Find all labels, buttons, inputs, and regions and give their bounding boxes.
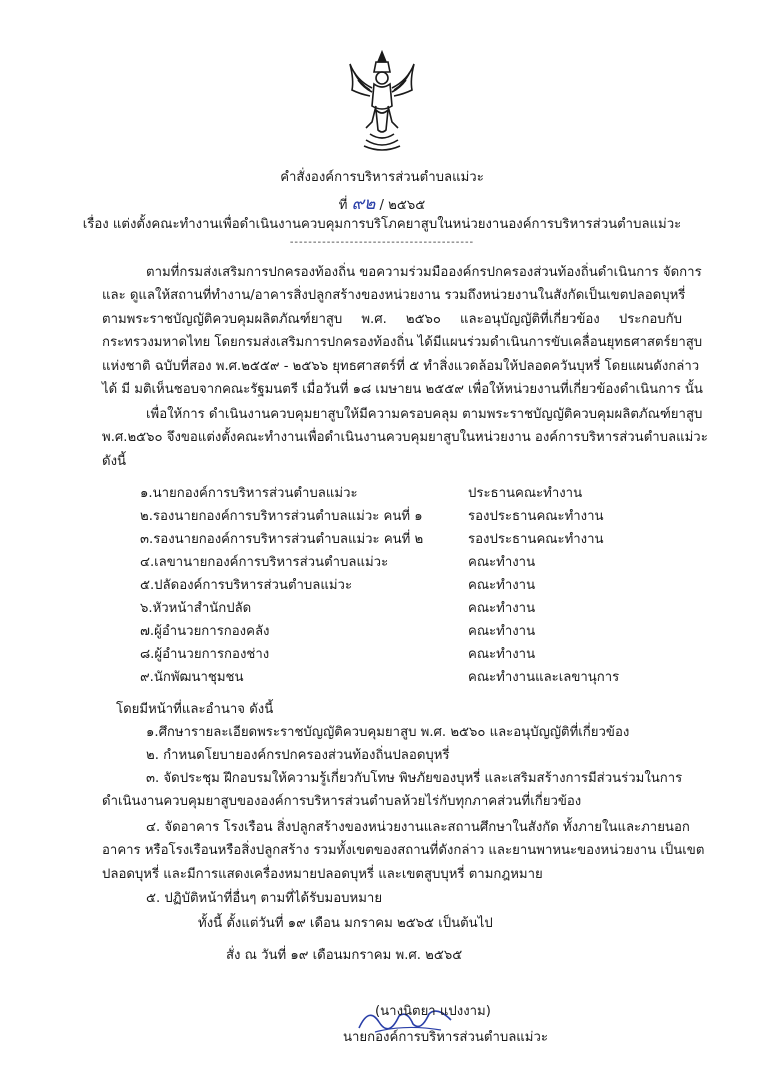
text-line: ดังนี้ [102, 453, 127, 469]
committee-member: ๘.ผู้อำนวยการกองช่าง [140, 647, 270, 662]
order-date: สั่ง ณ วันที่ ๑๙ เดือนมกราคม พ.ศ. ๒๕๖๕ [226, 948, 463, 963]
garuda-emblem-icon [346, 50, 418, 154]
committee-role: รองประธานคณะทำงาน [468, 532, 604, 547]
text-line: เพื่อให้การ ดำเนินงานควบคุมยาสูบให้มีความครอบคลุม ตามพระราชบัญญัติควบคุมผลิตภัณฑ์ยาสูบ [146, 407, 703, 422]
text-line: กระทรวงมหาดไทย โดยกรมส่งเสริมการปกครองท้องถิ่น ได้มีแผนร่วมดำเนินการขับเคลื่อนยุทธศาสตร์ยาสูบ [102, 335, 703, 351]
committee-member: ๒.รองนายกองค์การบริหารส่วนตำบลแม่วะ คนที่ ๑ [140, 509, 423, 524]
duties-heading: โดยมีหน้าที่และอำนาจ ดังนี้ [116, 702, 274, 717]
text-line: ตามพระราชบัญญัติควบคุมผลิตภัณฑ์ยาสูบ พ.ศ. ๒๕๖๐ และอนุบัญญัติที่เกี่ยวข้อง ประกอบกับ [102, 311, 682, 327]
duty-item: ๑.ศึกษารายละเอียดพระราชบัญญัติควบคุมยาสูบ พ.ศ. ๒๕๖๐ และอนุบัญญัติที่เกี่ยวข้อง [146, 725, 630, 740]
duty-item [102, 816, 705, 886]
divider-line: ---------------------------------------- [289, 237, 475, 248]
text-line: ตามที่กรมส่งเสริมการปกครองท้องถิ่น ขอความร่วมมือองค์กรปกครองส่วนท้องถิ่นดำเนินการ จัดการ [146, 265, 702, 280]
order-number-year: / ๒๕๖๕ [379, 198, 426, 213]
committee-member: ๖.หัวหน้าสำนักปลัด [140, 601, 252, 616]
text-line: ๔. จัดอาคาร โรงเรือน สิ่งปลูกสร้างของหน่วยงานและสถานศึกษาในสังกัด ทั้งภายในและภายนอก [146, 820, 690, 835]
effective-date: ทั้งนี้ ตั้งแต่วันที่ ๑๙ เดือน มกราคม ๒๕๖๕ เป็นต้นไป [198, 916, 493, 931]
order-number-handwritten: ๙๒ [351, 194, 376, 214]
paragraph-appointment [102, 403, 708, 473]
committee-member: ๔.เลขานายกองค์การบริหารส่วนตำบลแม่วะ [140, 555, 389, 570]
committee-role: ประธานคณะทำงาน [468, 486, 583, 501]
order-number-prefix: ที่ [338, 198, 348, 213]
duty-item: ๕. ปฏิบัติหน้าที่อื่นๆ ตามที่ได้รับมอบหมาย [146, 891, 383, 906]
text-line: ดำเนินงานควบคุมยาสูบขององค์การบริหารส่วนตำบลห้วยไร่กับทุกภาคส่วนที่เกี่ยวข้อง [102, 794, 582, 810]
order-title: คำสั่งองค์การบริหารส่วนตำบลแม่วะ [280, 170, 484, 185]
text-line: อาคาร หรือโรงเรือนหรือสิ่งปลูกสร้าง รวมทั้งเขตของสถานที่ดังกล่าว และยานพาหนะของหน่วยงาน เป็นเขต [102, 843, 705, 859]
duty-item: ๒. กำหนดโยบายองค์กรปกครองส่วนท้องถิ่นปลอดบุหรี่ [146, 748, 450, 763]
text-line: และ ดูแลให้สถานที่ทำงาน/อาคารสิ่งปลูกสร้างของหน่วยงาน รวมถึงหน่วยงานในสังกัดเป็นเขตปลอดบุหรี่ [102, 288, 686, 304]
text-line: ได้ มี มติเห็นชอบจากคณะรัฐมนตรี เมื่อวันที่ ๑๘ เมษายน ๒๕๕๙ เพื่อให้หน่วยงานที่เกี่ยวข้องดำเนินการ นั้น [102, 382, 703, 398]
duty-item [102, 767, 682, 814]
text-line: พ.ศ.๒๕๖๐ จึงขอแต่งตั้งคณะทำงานเพื่อดำเนินงานควบคุมยาสูบในหน่วยงาน องค์การบริหารส่วนตำบลแม่วะ [102, 430, 708, 446]
committee-member: ๑.นายกองค์การบริหารส่วนตำบลแม่วะ [140, 486, 358, 501]
committee-role: คณะทำงาน [468, 555, 536, 570]
committee-member: ๓.รองนายกองค์การบริหารส่วนตำบลแม่วะ คนที่ ๒ [140, 532, 424, 547]
text-line: แห่งชาติ ฉบับที่สอง พ.ศ.๒๕๕๙ - ๒๕๖๖ ยุทธศาสตร์ที่ ๕ ทำสิ่งแวดล้อมให้ปลอดควันบุหรี่ โดยแผนดังกล่าว [102, 358, 700, 374]
committee-role: คณะทำงาน [468, 624, 536, 639]
signer-title: นายกองค์การบริหารส่วนตำบลแม่วะ [343, 1030, 548, 1045]
committee-role: คณะทำงานและเลขานุการ [468, 670, 620, 685]
committee-role: คณะทำงาน [468, 601, 536, 616]
signer-name: (นางนิตยา แปงงาม) [375, 1004, 491, 1019]
order-subject: เรื่อง แต่งตั้งคณะทำงานเพื่อดำเนินงานควบคุมการบริโภคยาสูบในหน่วยงานองค์การบริหารส่วนตำบลแม่วะ [82, 217, 682, 232]
text-line: ๓. จัดประชุม ฝึกอบรมให้ความรู้เกี่ยวกับโทษ พิษภัยของบุหรี่ และเสริมสร้างการมีส่วนร่วมในการ [146, 771, 683, 786]
text-line: ปลอดบุหรี่ และมีการแสดงเครื่องหมายปลอดบุหรี่ และเขตสูบบุหรี่ ตามกฎหมาย [102, 866, 543, 882]
committee-member: ๙.นักพัฒนาชุมชน [140, 670, 244, 685]
committee-member: ๕.ปลัดองค์การบริหารส่วนตำบลแม่วะ [140, 578, 353, 593]
committee-role: รองประธานคณะทำงาน [468, 509, 604, 524]
committee-member: ๗.ผู้อำนวยการกองคลัง [140, 624, 270, 639]
paragraph-background [102, 261, 703, 401]
committee-role: คณะทำงาน [468, 647, 536, 662]
committee-role: คณะทำงาน [468, 578, 536, 593]
